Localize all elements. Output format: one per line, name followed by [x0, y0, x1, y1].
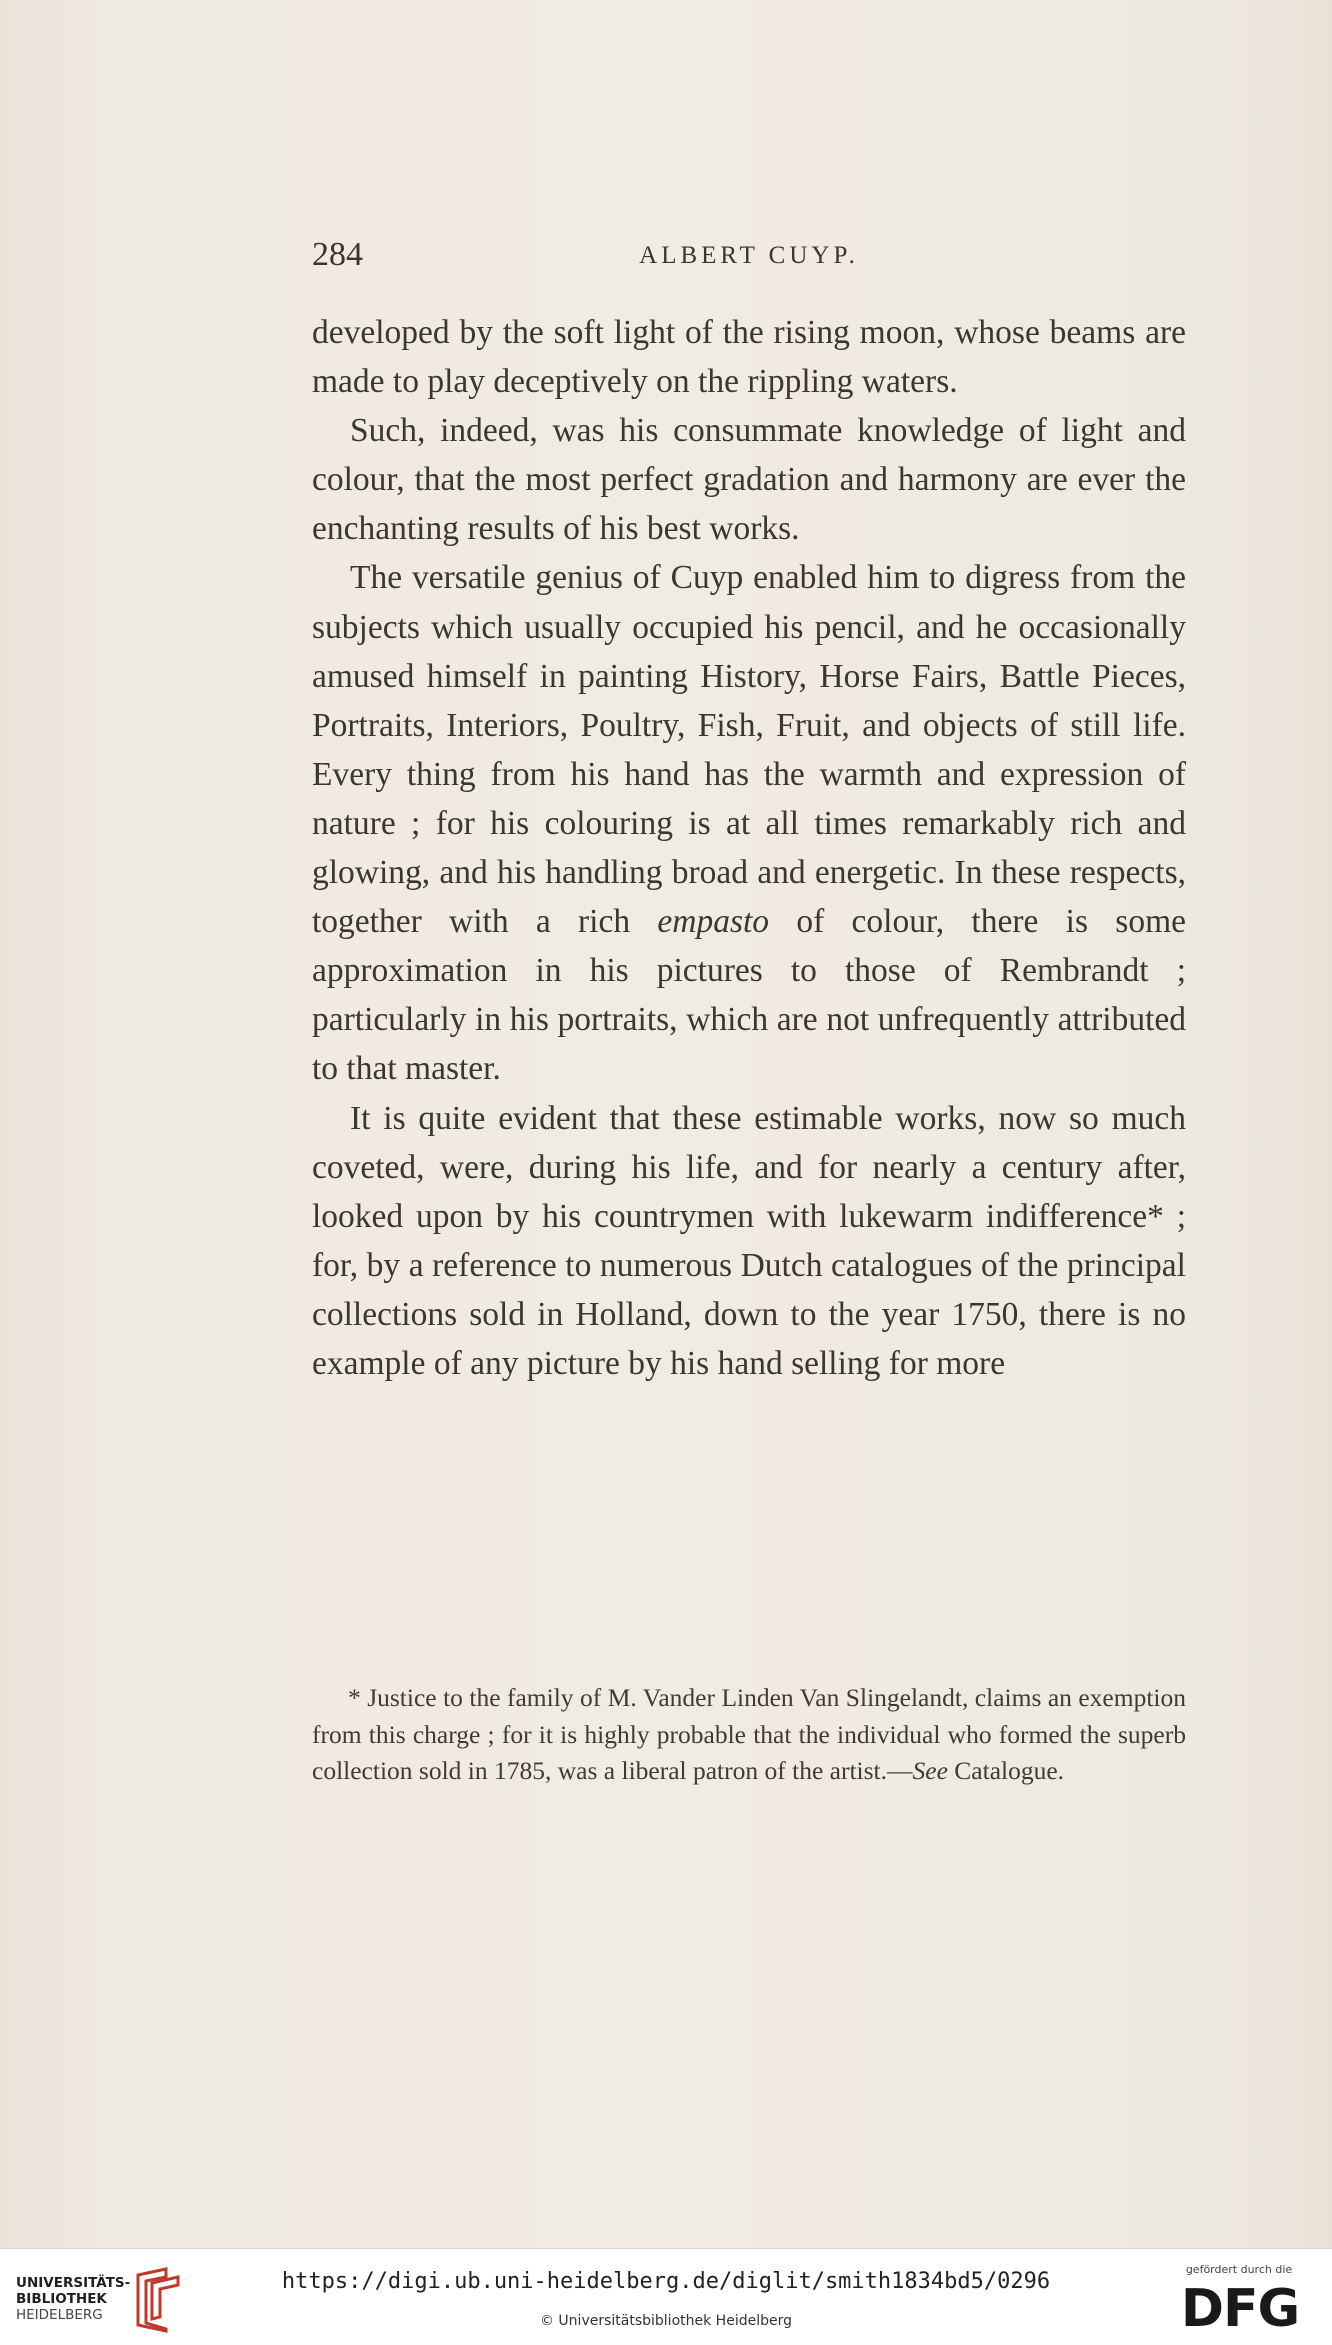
- library-name-line-3: HEIDELBERG: [16, 2307, 103, 2323]
- page-header: [312, 236, 1186, 286]
- footnote: [312, 1680, 1186, 1790]
- paragraph-2: Such, indeed, was his consummate knowledge of light and colour, that the most perfect gradation and harmony are ever the enchanting results of his best works.: [312, 412, 1186, 548]
- permalink-url[interactable]: https://digi.ub.uni-heidelberg.de/diglit/smith1834bd5/0296: [281, 2269, 1051, 2294]
- library-name-line-2: BIBLIOTHEK: [16, 2291, 107, 2307]
- dfg-logo: DFG: [1180, 2279, 1300, 2339]
- funded-by-label: gefördert durch die: [1185, 2263, 1293, 2276]
- footnote-italic: See: [912, 1756, 948, 1785]
- body-text: [312, 308, 1186, 1388]
- page-number: 284: [312, 236, 363, 273]
- footnote-part-a: * Justice to the family of M. Vander Linden Van Slingelandt, claims an exemption from this charge ; for it is highly probable that the individual who formed the superb collection sold in 1785, was a liberal patron of the artist.—: [312, 1683, 1186, 1785]
- library-name-line-1: UNIVERSITÄTS-: [16, 2275, 131, 2291]
- paragraph-3-part-a: The versatile genius of Cuyp enabled him to digress from the subjects which usually occupied his pencil, and he occasionally amused himself in painting History, Horse Fairs, Battle Pieces, Portraits, Interiors, Poultry, Fish, Fruit, and objects of still life. Every thing from his hand has the warmth and expression of nature ; for his colouring is at all times remarkably rich and glowing, and his handling broad and energetic. In these respects, together with a rich: [312, 559, 1186, 941]
- footnote-part-b: Catalogue.: [947, 1756, 1065, 1785]
- paragraph-3-part-b: of colour, there is some approximation in his pictures to those of Rembrandt ; particularly in his portraits, which are not unfrequently attributed to that master.: [312, 903, 1186, 1088]
- running-title: ALBERT CUYP.: [639, 242, 859, 269]
- paragraph-3: [312, 553, 1186, 1093]
- copyright-notice: © Universitätsbibliothek Heidelberg: [539, 2313, 792, 2329]
- paragraph-3-italic-term: empasto: [657, 903, 770, 941]
- viewer-footer: [0, 2248, 1332, 2345]
- paragraph-4: It is quite evident that these estimable works, now so much coveted, were, during his life, and for nearly a century after, looked upon by his countrymen with lukewarm indifference* ; for, by a reference to numerous Dutch catalogues of the principal collections sold in Holland, down to the year 1750, there is no example of any picture by his hand selling for more: [312, 1099, 1186, 1382]
- paragraph-1: developed by the soft light of the rising moon, whose beams are made to play deceptively on the rippling waters.: [312, 314, 1186, 401]
